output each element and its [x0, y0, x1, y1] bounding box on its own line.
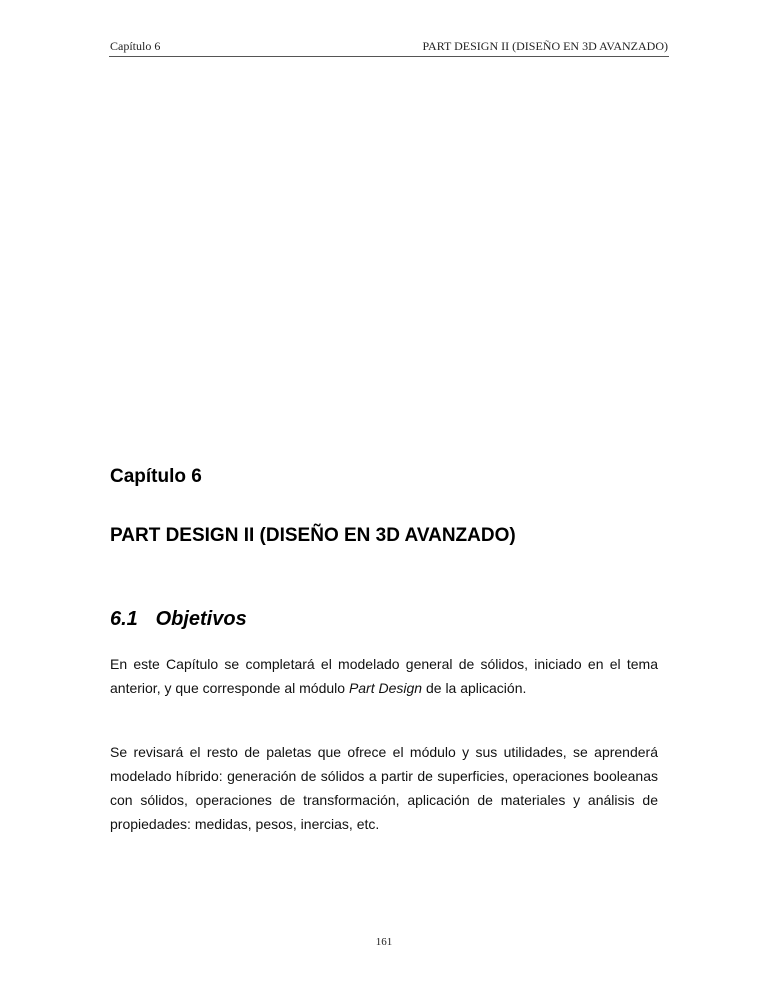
header-title: PART DESIGN II (DISEÑO EN 3D AVANZADO): [422, 39, 668, 53]
emphasis-module-name: Part Design: [348, 680, 423, 696]
paragraph-objectives: Se revisará el resto de paletas que ofrece el módulo y sus utilidades, se aprenderá modelado híbrido: generación de sólidos a partir de superficies, operaciones booleanas con sólidos, operaciones de transformación, aplicación de materiales y análisis de propiedades: medidas, pesos, inercias, etc.: [110, 744, 658, 832]
section-heading: [110, 608, 247, 631]
chapter-title: PART DESIGN II (DISEÑO EN 3D AVANZADO): [110, 525, 516, 546]
chapter-label: Capítulo 6: [110, 466, 202, 487]
header-chapter: Capítulo 6: [110, 39, 161, 53]
running-header: [109, 36, 669, 57]
paragraph-text: de la aplicación.: [422, 680, 527, 696]
page-number: 161: [375, 936, 393, 948]
section-title: Objetivos: [155, 608, 247, 630]
paragraph-text: En este Capítulo se completará el modelado general de sólidos, iniciado en el tema anterior, y que corresponde al módulo: [110, 656, 658, 696]
paragraph-intro: [110, 652, 658, 700]
section-number: 6.1: [110, 608, 138, 630]
